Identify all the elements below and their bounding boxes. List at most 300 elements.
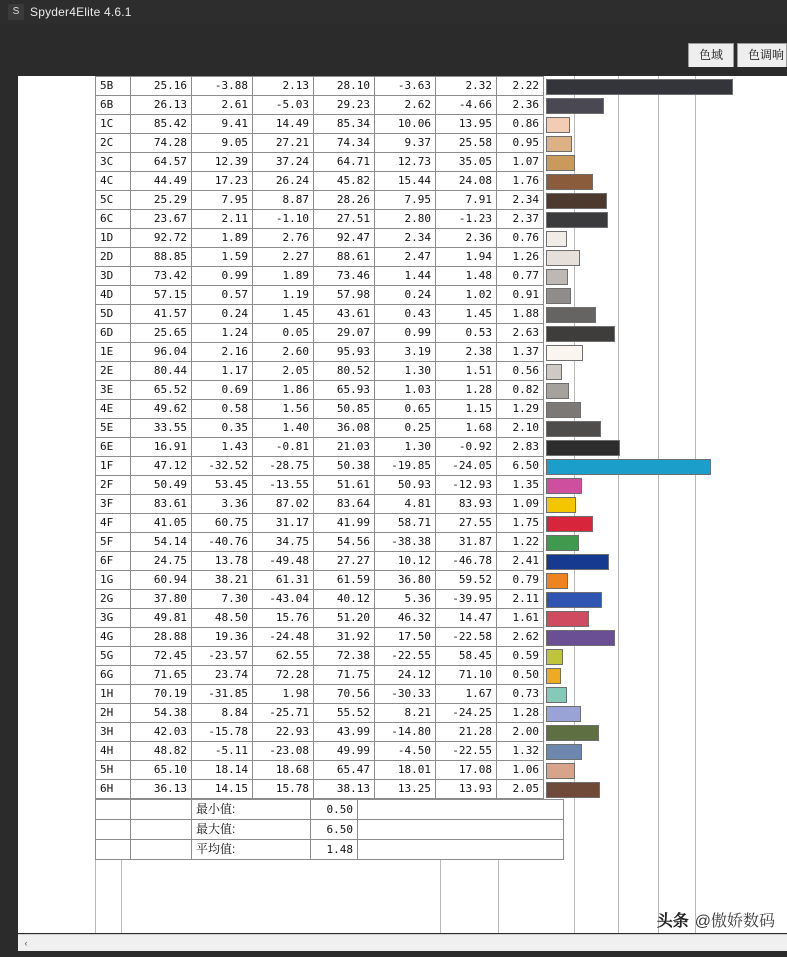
delta-e: 1.07 [497,153,544,172]
value-l2: 49.99 [314,742,375,761]
value-b2: 1.68 [436,419,497,438]
delta-e-bar [546,117,570,133]
table-row [96,191,545,210]
summary-row [96,820,564,840]
patch-label: 2H [96,704,131,723]
value-l2: 51.20 [314,609,375,628]
value-a1: -23.57 [192,647,253,666]
value-a1: 1.59 [192,248,253,267]
delta-e: 2.11 [497,590,544,609]
value-l1: 33.55 [131,419,192,438]
value-b2: 2.36 [436,229,497,248]
delta-e-bar [546,250,580,266]
delta-e-bar-cell [544,248,545,267]
delta-e-bar [546,725,599,741]
value-l1: 80.44 [131,362,192,381]
value-a1: 2.61 [192,96,253,115]
table-row [96,153,545,172]
value-a1: 13.78 [192,552,253,571]
value-b2: -22.55 [436,742,497,761]
value-l1: 54.14 [131,533,192,552]
delta-e: 2.34 [497,191,544,210]
value-a2: 10.06 [375,115,436,134]
value-b1: 15.76 [253,609,314,628]
value-l2: 55.52 [314,704,375,723]
table-row [96,780,545,799]
value-b1: 27.21 [253,134,314,153]
value-a2: 46.32 [375,609,436,628]
value-b2: 0.53 [436,324,497,343]
delta-e-bar-cell [544,400,545,419]
patch-label: 3D [96,267,131,286]
color-accuracy-table [95,76,695,799]
delta-e-bar-cell [544,381,545,400]
value-b1: 14.49 [253,115,314,134]
summary-blank [358,840,564,860]
patch-label: 1F [96,457,131,476]
value-a1: 1.24 [192,324,253,343]
value-b1: -5.03 [253,96,314,115]
tab-bar [685,43,787,67]
value-b1: 2.27 [253,248,314,267]
value-b2: -46.78 [436,552,497,571]
value-b1: -25.71 [253,704,314,723]
value-l1: 74.28 [131,134,192,153]
value-b2: 14.47 [436,609,497,628]
delta-e: 2.05 [497,780,544,799]
value-b1: 2.60 [253,343,314,362]
table-row [96,514,545,533]
value-l1: 41.05 [131,514,192,533]
table-row [96,457,545,476]
report-content-area[interactable] [18,76,787,933]
value-b1: 31.17 [253,514,314,533]
value-a2: -4.50 [375,742,436,761]
delta-e-bar [546,288,571,304]
delta-e-bar-cell [544,704,545,723]
patch-label: 5C [96,191,131,210]
table-row [96,267,545,286]
value-b1: 87.02 [253,495,314,514]
value-a1: 38.21 [192,571,253,590]
value-l1: 25.16 [131,77,192,96]
value-l1: 92.72 [131,229,192,248]
table-row [96,438,545,457]
value-b2: -12.93 [436,476,497,495]
value-a1: 2.16 [192,343,253,362]
value-b2: 2.38 [436,343,497,362]
value-a2: 0.99 [375,324,436,343]
value-a1: 7.30 [192,590,253,609]
value-a2: 9.37 [375,134,436,153]
value-a1: 0.57 [192,286,253,305]
value-b1: -24.48 [253,628,314,647]
value-b2: -4.66 [436,96,497,115]
delta-e-bar [546,98,604,114]
scroll-left-arrow-icon[interactable]: ‹ [24,938,28,948]
table-row [96,476,545,495]
value-b2: 35.05 [436,153,497,172]
value-l1: 36.13 [131,780,192,799]
patch-label: 5H [96,761,131,780]
value-a2: -30.33 [375,685,436,704]
tab-gamut[interactable]: 色域 [688,43,734,67]
delta-e-bar-cell [544,666,545,685]
value-a2: 5.36 [375,590,436,609]
value-a2: 1.30 [375,362,436,381]
table-row [96,552,545,571]
delta-e: 2.36 [497,96,544,115]
value-b1: 1.98 [253,685,314,704]
value-a1: 9.41 [192,115,253,134]
value-l1: 85.42 [131,115,192,134]
value-l2: 74.34 [314,134,375,153]
patch-label: 1G [96,571,131,590]
value-a1: 1.17 [192,362,253,381]
summary-blank [96,820,131,840]
table-row [96,96,545,115]
delta-e-bar [546,212,608,228]
value-b1: 1.19 [253,286,314,305]
patch-label: 4H [96,742,131,761]
value-b1: 1.56 [253,400,314,419]
table-row [96,305,545,324]
value-a2: 36.80 [375,571,436,590]
delta-e-bar-cell [544,438,545,457]
delta-e-bar-cell [544,495,545,514]
value-a2: 0.24 [375,286,436,305]
value-a2: 2.80 [375,210,436,229]
table-row [96,590,545,609]
value-l2: 38.13 [314,780,375,799]
value-b2: 1.94 [436,248,497,267]
value-b2: 1.48 [436,267,497,286]
value-a2: 7.95 [375,191,436,210]
delta-e-bar-cell [544,324,545,343]
value-b1: -23.08 [253,742,314,761]
delta-e-bar-cell [544,305,545,324]
delta-e-bar [546,763,575,779]
table-row [96,533,545,552]
value-l2: 29.07 [314,324,375,343]
value-b1: -13.55 [253,476,314,495]
value-l1: 72.45 [131,647,192,666]
delta-e-bar [546,421,601,437]
table-row [96,343,545,362]
value-a2: -14.80 [375,723,436,742]
delta-e-bar [546,573,568,589]
value-a1: -5.11 [192,742,253,761]
value-b1: 72.28 [253,666,314,685]
summary-table-wrap [95,799,695,860]
value-b1: -28.75 [253,457,314,476]
value-b2: 1.51 [436,362,497,381]
table-row [96,400,545,419]
summary-label: 最小值: [192,800,311,820]
value-l1: 47.12 [131,457,192,476]
delta-e: 2.00 [497,723,544,742]
delta-e-bar [546,706,581,722]
delta-e-bar-cell [544,96,545,115]
delta-e-bar [546,345,583,361]
delta-e: 0.50 [497,666,544,685]
watermark [657,908,775,931]
value-b1: 2.13 [253,77,314,96]
value-l2: 27.27 [314,552,375,571]
value-a1: 18.14 [192,761,253,780]
value-a1: 53.45 [192,476,253,495]
value-a1: -3.88 [192,77,253,96]
summary-row [96,800,564,820]
patch-label: 5G [96,647,131,666]
delta-e: 1.09 [497,495,544,514]
value-b2: -24.05 [436,457,497,476]
value-b1: 2.76 [253,229,314,248]
delta-e-bar-cell [544,514,545,533]
patch-label: 2F [96,476,131,495]
delta-e: 1.61 [497,609,544,628]
delta-e-bar-cell [544,761,545,780]
value-b2: 17.08 [436,761,497,780]
summary-blank [131,820,192,840]
value-a1: -31.85 [192,685,253,704]
delta-e-bar-cell [544,647,545,666]
delta-e-bar-cell [544,77,545,96]
value-b2: -22.58 [436,628,497,647]
table-row [96,115,545,134]
summary-value: 1.48 [311,840,358,860]
summary-table [95,799,564,860]
horizontal-scrollbar[interactable] [18,934,787,951]
delta-e-bar [546,269,568,285]
value-l2: 36.08 [314,419,375,438]
delta-e-bar-cell [544,742,545,761]
delta-e: 1.29 [497,400,544,419]
value-l1: 96.04 [131,343,192,362]
value-b2: 58.45 [436,647,497,666]
value-a2: 58.71 [375,514,436,533]
value-l2: 50.85 [314,400,375,419]
value-a1: -40.76 [192,533,253,552]
value-b2: 1.45 [436,305,497,324]
delta-e-bar [546,744,582,760]
delta-e-bar-cell [544,685,545,704]
value-b2: 1.28 [436,381,497,400]
delta-e: 1.76 [497,172,544,191]
value-b1: 37.24 [253,153,314,172]
value-l2: 80.52 [314,362,375,381]
value-l1: 73.42 [131,267,192,286]
watermark-logo: 头条 [656,913,689,930]
value-b2: -1.23 [436,210,497,229]
delta-e: 1.88 [497,305,544,324]
delta-e: 2.22 [497,77,544,96]
value-l1: 49.81 [131,609,192,628]
delta-e-bar [546,174,593,190]
value-l1: 42.03 [131,723,192,742]
value-l1: 37.80 [131,590,192,609]
value-b1: 34.75 [253,533,314,552]
delta-e: 0.76 [497,229,544,248]
value-a1: 23.74 [192,666,253,685]
patch-label: 2C [96,134,131,153]
table-row [96,77,545,96]
delta-e-bar [546,535,579,551]
delta-e: 0.73 [497,685,544,704]
value-l1: 48.82 [131,742,192,761]
value-a2: 1.30 [375,438,436,457]
delta-e: 2.41 [497,552,544,571]
delta-e: 2.62 [497,628,544,647]
value-l2: 65.93 [314,381,375,400]
app-icon: S [8,4,24,20]
tab-tone-response[interactable]: 色调响 [737,43,787,67]
table-row [96,172,545,191]
patch-label: 6H [96,780,131,799]
value-b1: 1.89 [253,267,314,286]
delta-e-bar [546,687,567,703]
patch-label: 5D [96,305,131,324]
patch-label: 6C [96,210,131,229]
value-l2: 45.82 [314,172,375,191]
value-l1: 26.13 [131,96,192,115]
value-l2: 85.34 [314,115,375,134]
value-l2: 54.56 [314,533,375,552]
delta-e-bar-cell [544,191,545,210]
delta-e-bar-cell [544,115,545,134]
delta-e-bar [546,516,593,532]
value-b2: 13.95 [436,115,497,134]
patch-label: 1E [96,343,131,362]
value-a1: 0.99 [192,267,253,286]
delta-e-bar-cell [544,267,545,286]
delta-e: 0.79 [497,571,544,590]
value-b2: 27.55 [436,514,497,533]
value-b1: -49.48 [253,552,314,571]
patch-label: 6D [96,324,131,343]
delta-e-bar [546,592,602,608]
value-l2: 28.10 [314,77,375,96]
delta-e-bar [546,155,575,171]
value-l1: 60.94 [131,571,192,590]
delta-e: 0.59 [497,647,544,666]
value-l2: 40.12 [314,590,375,609]
value-l2: 43.61 [314,305,375,324]
value-b1: 15.78 [253,780,314,799]
value-a1: 48.50 [192,609,253,628]
value-b2: 1.15 [436,400,497,419]
value-l1: 28.88 [131,628,192,647]
value-a1: 14.15 [192,780,253,799]
patch-label: 3F [96,495,131,514]
value-b1: 22.93 [253,723,314,742]
table-row [96,248,545,267]
delta-e: 1.75 [497,514,544,533]
delta-e-bar-cell [544,628,545,647]
value-b1: -1.10 [253,210,314,229]
summary-value: 6.50 [311,820,358,840]
delta-e-bar [546,231,567,247]
value-l2: 92.47 [314,229,375,248]
value-l1: 70.19 [131,685,192,704]
patch-label: 1C [96,115,131,134]
delta-e-bar [546,459,711,475]
patch-label: 3G [96,609,131,628]
patch-label: 4F [96,514,131,533]
delta-e-bar-cell [544,780,545,799]
delta-e: 2.37 [497,210,544,229]
table-row [96,723,545,742]
value-l2: 70.56 [314,685,375,704]
delta-e: 1.32 [497,742,544,761]
delta-e-bar [546,478,582,494]
value-a2: 0.43 [375,305,436,324]
delta-e-bar-cell [544,229,545,248]
value-b1: 8.87 [253,191,314,210]
table-row [96,761,545,780]
value-b2: 31.87 [436,533,497,552]
value-a1: 0.69 [192,381,253,400]
value-l2: 61.59 [314,571,375,590]
delta-e-bar-cell [544,286,545,305]
table-row [96,685,545,704]
delta-e: 1.22 [497,533,544,552]
value-a1: 9.05 [192,134,253,153]
value-b2: 1.67 [436,685,497,704]
delta-e: 1.28 [497,704,544,723]
patch-label: 4C [96,172,131,191]
value-l2: 64.71 [314,153,375,172]
delta-e-bar [546,402,581,418]
delta-e-bar [546,649,563,665]
value-l2: 50.38 [314,457,375,476]
value-a2: 2.62 [375,96,436,115]
delta-e: 6.50 [497,457,544,476]
value-l2: 43.99 [314,723,375,742]
table-row [96,362,545,381]
value-a2: 0.65 [375,400,436,419]
value-b1: 18.68 [253,761,314,780]
delta-e-bar-cell [544,590,545,609]
value-l1: 83.61 [131,495,192,514]
delta-e-bar [546,364,562,380]
table-row [96,324,545,343]
table-row [96,419,545,438]
table-row [96,229,545,248]
value-l2: 28.26 [314,191,375,210]
delta-e-bar [546,136,572,152]
value-l2: 65.47 [314,761,375,780]
value-b1: 61.31 [253,571,314,590]
delta-e-bar [546,440,620,456]
delta-e-bar [546,668,561,684]
patch-label: 4E [96,400,131,419]
value-l1: 25.65 [131,324,192,343]
summary-row [96,840,564,860]
value-b2: 59.52 [436,571,497,590]
value-l2: 27.51 [314,210,375,229]
delta-e: 2.10 [497,419,544,438]
patch-label: 2G [96,590,131,609]
value-a1: 2.11 [192,210,253,229]
value-b1: 1.45 [253,305,314,324]
summary-blank [131,840,192,860]
delta-e-bar-cell [544,153,545,172]
delta-e: 1.35 [497,476,544,495]
delta-e: 0.56 [497,362,544,381]
value-l1: 41.57 [131,305,192,324]
value-a2: 4.81 [375,495,436,514]
